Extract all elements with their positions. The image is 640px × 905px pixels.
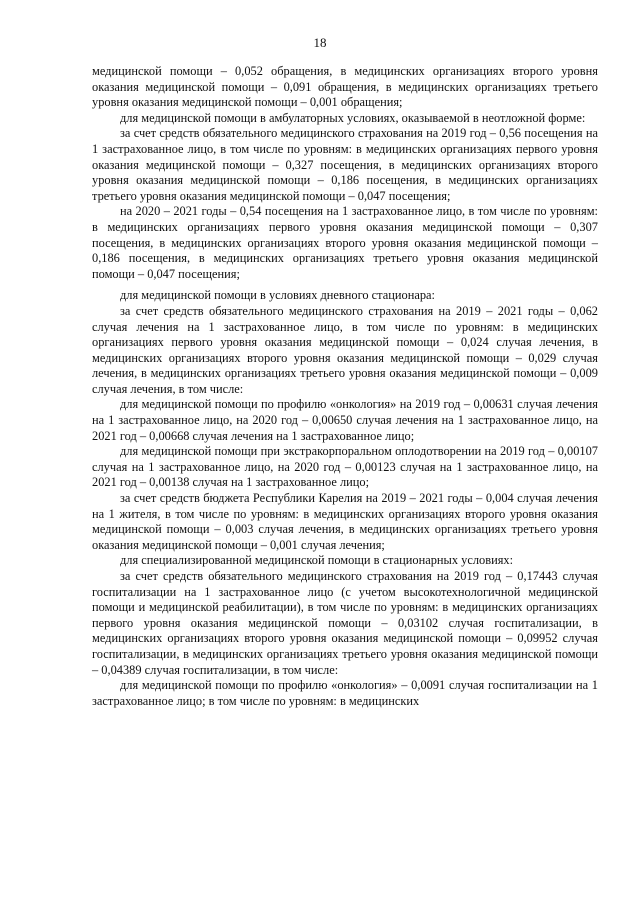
paragraph-8: для медицинской помощи при экстракорпоральном оплодотворении на 2019 год – 0,00107 случая на 1 застрахованное лицо, на 2020 год – 0,00123 случая на 1 застрахованное лицо, на 2021 год – 0,00138 случая на 1 застрахованное лицо; — [92, 444, 598, 490]
paragraph-1: медицинской помощи – 0,052 обращения, в медицинских организациях второго уровня оказания медицинской помощи – 0,091 обращения, в медицинских организациях третьего уровня оказания медицинской помощи – 0,001 обращения; — [92, 64, 598, 110]
paragraph-7: для медицинской помощи по профилю «онкология» на 2019 год – 0,00631 случая лечения на 1 застрахованное лицо, на 2020 год – 0,00650 случая лечения на 1 застрахованное лицо, на 2021 год – 0,00668 случая лечения на 1 застрахованное лицо; — [92, 397, 598, 443]
paragraph-11: за счет средств обязательного медицинского страхования на 2019 год – 0,17443 случая госпитализации на 1 застрахованное лицо (с учетом высокотехнологичной медицинской помощи и медицинской реабилитации), в том числе по уровням: в медицинских организациях первого уровня оказания медицинской помощи – 0,03102 случая госпитализации, в медицинских организациях второго уровня оказания медицинской помощи – 0,09952 случая госпитализации, в медицинских организациях третьего уровня оказания медицинской помощи – 0,04389 случая госпитализации, в том числе: — [92, 569, 598, 677]
page-number: 18 — [313, 35, 327, 50]
paragraph-4: на 2020 – 2021 годы – 0,54 посещения на 1 застрахованное лицо, в том числе по уровням: в медицинских организациях первого уровня оказания медицинской помощи – 0,307 посещения, в медицинских организациях второго уровня оказания медицинской помощи – 0,186 посещения, в медицинских организациях третьего уровня оказания медицинской помощи – 0,047 посещения; — [92, 204, 598, 281]
paragraph-10: для специализированной медицинской помощи в стационарных условиях: — [120, 553, 514, 568]
paragraph-9: за счет средств бюджета Республики Карелия на 2019 – 2021 годы – 0,004 случая лечения на 1 жителя, в том числе по уровням: в медицинских организациях второго уровня оказания медицинской помощи – 0,003 случая лечения, в медицинских организациях третьего уровня оказания медицинской помощи – 0,001 случая лечения; — [92, 491, 598, 552]
paragraph-3: за счет средств обязательного медицинского страхования на 2019 год – 0,56 посещения на 1 застрахованное лицо, в том числе по уровням: в медицинских организациях первого уровня оказания медицинской помощи – 0,327 посещения, в медицинских организациях второго уровня оказания медицинской помощи – 0,186 посещения, в медицинских организациях третьего уровня оказания медицинской помощи – 0,047 посещения; — [92, 126, 598, 203]
paragraph-2: для медицинской помощи в амбулаторных условиях, оказываемой в неотложной форме: — [120, 110, 586, 125]
paragraph-12: для медицинской помощи по профилю «онкология» – 0,0091 случая госпитализации на 1 застрахованное лицо; в том числе по уровням: в медицинских — [92, 678, 598, 708]
paragraph-6: за счет средств обязательного медицинского страхования на 2019 – 2021 годы – 0,062 случая лечения на 1 застрахованное лицо, в том числе по уровням: в медицинских организациях первого уровня оказания медицинской помощи – 0,024 случая лечения, в медицинских организациях второго уровня оказания медицинской помощи – 0,029 случая лечения, в медицинских организациях третьего уровня оказания медицинской помощи – 0,009 случая лечения, в том числе: — [92, 303, 598, 396]
paragraph-5: для медицинской помощи в условиях дневного стационара: — [120, 288, 435, 303]
document-body — [92, 64, 598, 709]
